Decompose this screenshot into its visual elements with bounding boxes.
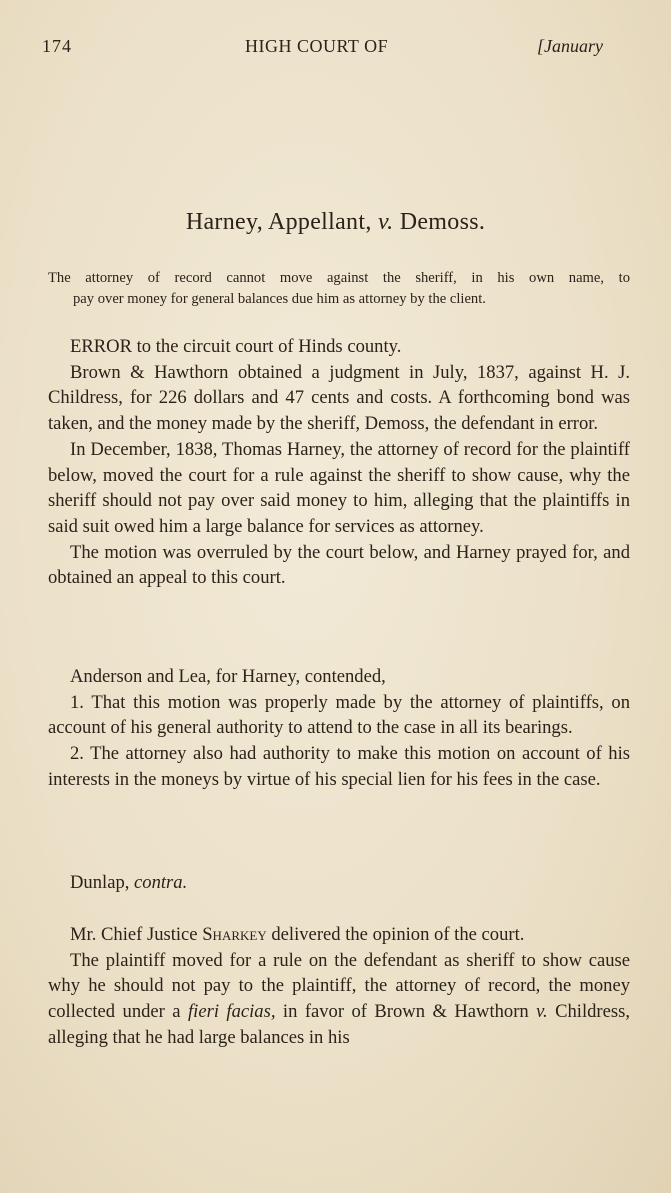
paragraph-judgment: Brown & Hawthorn obtained a judgment in July, 1837, against H. J. Childress, for 226 dollars and 47 cents and costs. A forthcoming bond was taken, and the money made by the sheriff, Demoss, the defendant in error.: [48, 361, 630, 435]
opinion-versus: v.: [536, 1001, 548, 1023]
case-title: [0, 209, 671, 236]
paragraph-counsel: Anderson and Lea, for Harney, contended,: [70, 666, 386, 687]
opinion-body-c: Childress, alleging that he had large balances in his: [48, 1001, 630, 1048]
justice-name: Sharkey: [202, 924, 267, 945]
paragraph-point-2: 2. The attorney also had authority to make this motion on account of his interests in the moneys by virtue of his special lien for his fees in the case.: [48, 743, 630, 790]
paragraph-appeal: The motion was overruled by the court below, and Harney prayed for, and obtained an appeal to this court.: [48, 541, 630, 589]
opinion-body-b: in favor of Brown & Hawthorn: [275, 1001, 537, 1023]
case-title-part1: Harney, Appellant,: [185, 209, 378, 235]
opinion-intro-b: delivered the opinion of the court.: [266, 924, 525, 945]
headnote-line-2: pay over money for general balances due him as attorney by the client.: [73, 291, 486, 307]
paragraph-error: ERROR to the circuit court of Hinds county.: [70, 336, 402, 357]
running-title: HIGH COURT OF: [245, 36, 389, 56]
paragraph-opinion-intro: [48, 922, 630, 948]
paragraph-contra: [48, 870, 630, 896]
case-title-versus: v.: [377, 209, 394, 235]
contra-word: contra.: [134, 872, 188, 893]
writ-name: fieri facias,: [188, 1001, 276, 1023]
opinion: [48, 922, 630, 1051]
counsel-name: Dunlap,: [70, 872, 135, 893]
headnote-line-1: The attorney of record cannot move against the sheriff, in his own name, to: [48, 270, 630, 286]
running-date: [January: [537, 36, 603, 56]
case-title-part2: Demoss.: [393, 209, 486, 235]
paragraph-motion: In December, 1838, Thomas Harney, the attorney of record for the plaintiff below, moved the court for a rule against the sheriff to show cause, why the sheriff should not pay over said money to him, alleging that the plaintiffs in said suit owed him a large balance for services as attorney.: [48, 438, 630, 537]
opinion-intro-a: Mr. Chief Justice: [70, 924, 203, 945]
running-head: [0, 36, 671, 60]
argument-appellant: [48, 664, 630, 793]
page-number: 174: [42, 36, 72, 56]
statement-of-case: [48, 334, 630, 591]
paragraph-opinion-body: [48, 948, 630, 1051]
headnote: [48, 268, 630, 310]
argument-appellee: [48, 870, 630, 896]
paragraph-point-1: 1. That this motion was properly made by the attorney of plaintiffs, on account of his general authority to attend to the case in all its bearings.: [48, 691, 630, 739]
opinion-body-a: The plaintiff moved for a rule on the defendant as sheriff to show cause why he should not pay to the plaintiff, the attorney of record, the money collected under a: [48, 949, 630, 1023]
